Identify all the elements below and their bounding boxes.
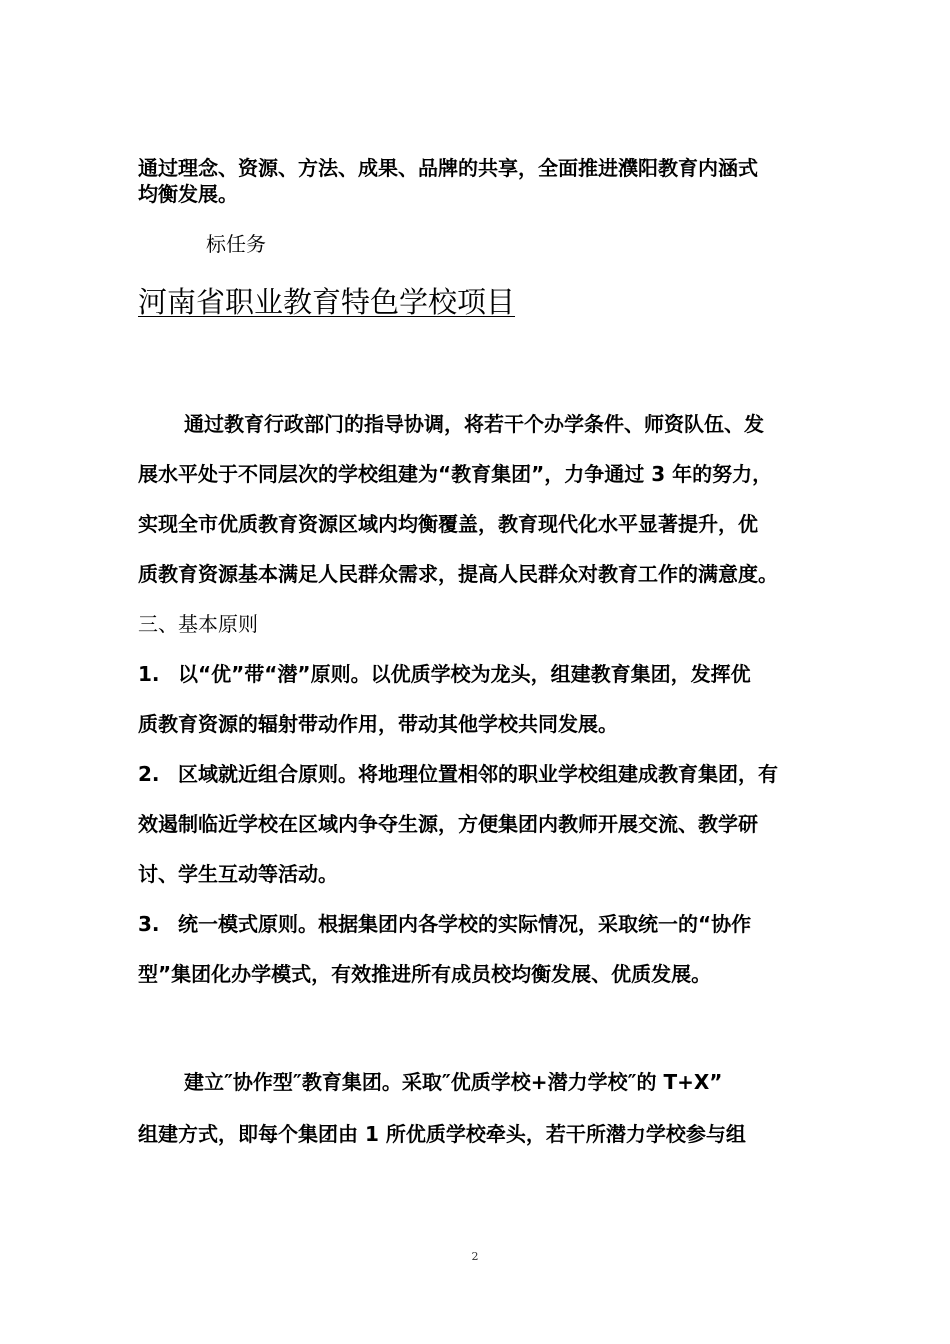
fragment-text: 标任务 <box>206 232 266 256</box>
principle-2-line-2: 效遏制临近学校在区域内争夺生源，方便集团内教师开展交流、教学研 <box>138 812 758 836</box>
principle-2-text: 区域就近组合原则。将地理位置相邻的职业学校组建成教育集团，有 <box>178 762 778 786</box>
intro-line-1: 通过理念、资源、方法、成果、品牌的共享，全面推进濮阳教育内涵式 <box>138 156 758 180</box>
section-heading: 河南省职业教育特色学校项目 <box>138 285 516 319</box>
principle-3-number: 3. <box>138 912 160 936</box>
principle-1-line-2: 质教育资源的辐射带动作用，带动其他学校共同发展。 <box>138 712 618 736</box>
principle-2-number: 2. <box>138 762 160 786</box>
principle-1-line-1 <box>138 662 751 686</box>
para1-line-2: 展水平处于不同层次的学校组建为“教育集团”，力争通过 3 年的努力， <box>138 462 773 486</box>
principle-3-line-1 <box>138 912 751 936</box>
principle-3-text: 统一模式原则。根据集团内各学校的实际情况，采取统一的“协作 <box>178 912 752 936</box>
principle-2-line-3: 讨、学生互动等活动。 <box>138 862 338 886</box>
para2-line-1: 建立″协作型″教育集团。采取″优质学校+潜力学校″的 T+X” <box>184 1070 723 1094</box>
para1-line-1: 通过教育行政部门的指导协调，将若干个办学条件、师资队伍、发 <box>184 412 764 436</box>
para1-line-4: 质教育资源基本满足人民群众需求，提高人民群众对教育工作的满意度。 <box>138 562 778 586</box>
principle-1-text: 以“优”带“潜”原则。以优质学校为龙头，组建教育集团，发挥优 <box>178 662 751 686</box>
para1-line-3: 实现全市优质教育资源区域内均衡覆盖，教育现代化水平显著提升，优 <box>138 512 758 536</box>
section-title: 三、基本原则 <box>138 612 258 636</box>
intro-line-2: 均衡发展。 <box>138 182 238 206</box>
para2-line-2: 组建方式，即每个集团由 1 所优质学校牵头，若干所潜力学校参与组 <box>138 1122 746 1146</box>
principle-2-line-1 <box>138 762 778 786</box>
page-number: 2 <box>471 1250 479 1263</box>
principle-1-number: 1. <box>138 662 160 686</box>
principle-3-line-2: 型”集团化办学模式，有效推进所有成员校均衡发展、优质发展。 <box>138 962 712 986</box>
